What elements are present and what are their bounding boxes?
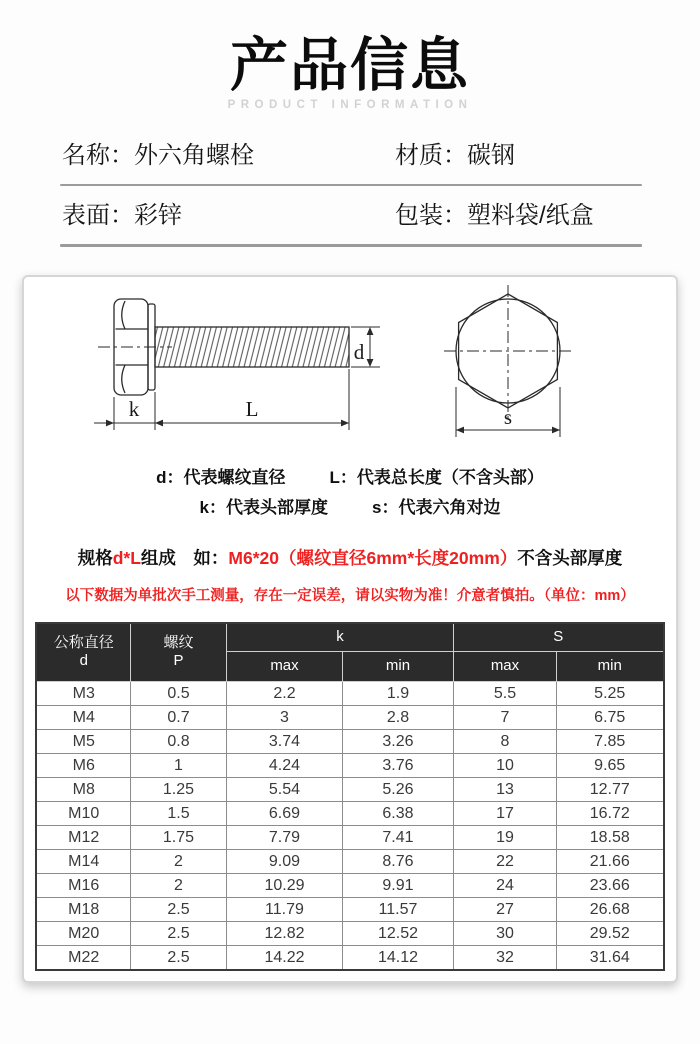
table-cell: 12.82: [226, 921, 342, 945]
spec-text: 组成 如：: [140, 547, 229, 568]
table-cell: 8.76: [342, 849, 453, 873]
table-cell: M10: [36, 801, 130, 825]
legend-item-L: [330, 463, 544, 493]
dim-label-s: s: [503, 404, 513, 429]
legend-item-s: [372, 493, 500, 523]
table-cell: 6.75: [556, 705, 663, 729]
table-cell: 1.9: [342, 681, 453, 705]
table-cell: 27: [453, 897, 556, 921]
table-cell: 31.64: [556, 945, 663, 970]
header-s-min: min: [556, 651, 663, 681]
legend-item-k: [200, 493, 328, 523]
page-title: 产品信息: [229, 33, 470, 98]
table-cell: M16: [36, 873, 130, 897]
table-cell: 0.5: [130, 681, 226, 705]
spec-text: 不含头部厚度: [517, 547, 623, 568]
table-cell: 32: [453, 945, 556, 970]
legend-term: k：: [199, 497, 226, 517]
table-cell: M12: [36, 825, 130, 849]
header-s-max: max: [453, 651, 556, 681]
spec-composition-line: [24, 543, 676, 573]
table-cell: 23.66: [556, 873, 663, 897]
table-cell: M20: [36, 921, 130, 945]
legend-line-2: [24, 493, 676, 523]
table-cell: 22: [453, 849, 556, 873]
table-cell: 1.25: [130, 777, 226, 801]
bolt-threaded-shaft: [155, 327, 349, 367]
table-cell: 8: [453, 729, 556, 753]
table-cell: 26.68: [556, 897, 663, 921]
legend-item-d: [156, 463, 285, 493]
table-cell: 7.85: [556, 729, 663, 753]
table-cell: 9.09: [226, 849, 342, 873]
spec-text-red: M6*20（螺纹直径6mm*长度20mm）: [228, 547, 518, 568]
header-text: P: [173, 652, 184, 670]
table-cell: 24: [453, 873, 556, 897]
spec-text-red: d*L: [112, 547, 141, 568]
hex-head-view: [444, 285, 572, 437]
header-text: 螺纹: [163, 634, 194, 652]
table-cell: M6: [36, 753, 130, 777]
divider: [60, 184, 642, 187]
table-cell: 1.75: [130, 825, 226, 849]
info-material: 材质：碳钢: [395, 141, 515, 169]
table-cell: 7: [453, 705, 556, 729]
table-cell: 19: [453, 825, 556, 849]
table-cell: 3.26: [342, 729, 453, 753]
table-cell: 4.24: [226, 753, 342, 777]
table-cell: 1: [130, 753, 226, 777]
legend-desc: 代表总长度（不含头部）: [356, 467, 544, 487]
table-cell: 6.38: [342, 801, 453, 825]
legend-desc: 代表螺纹直径: [183, 467, 286, 487]
dim-label-k: k: [128, 396, 140, 421]
table-cell: 17: [453, 801, 556, 825]
table-cell: 3: [226, 705, 342, 729]
table-row: [36, 921, 663, 945]
header-thread-pitch: [130, 623, 226, 682]
table-cell: 16.72: [556, 801, 663, 825]
table-cell: M8: [36, 777, 130, 801]
table-row: [36, 681, 663, 705]
table-row: [36, 801, 663, 825]
spec-table-head: [36, 623, 663, 682]
table-cell: 10.29: [226, 873, 342, 897]
bolt-side-view: [94, 299, 380, 430]
legend-term: s：: [372, 497, 399, 517]
table-row: [36, 753, 663, 777]
header-text: 公称直径: [53, 634, 114, 652]
table-row: [36, 729, 663, 753]
info-row: [0, 141, 700, 171]
table-cell: 3.74: [226, 729, 342, 753]
product-info-section: [0, 141, 700, 247]
table-row: [36, 777, 663, 801]
dim-label-d: d: [353, 339, 365, 364]
table-cell: 5.54: [226, 777, 342, 801]
info-row: [0, 201, 700, 231]
table-row: [36, 849, 663, 873]
table-cell: 9.91: [342, 873, 453, 897]
table-cell: 5.5: [453, 681, 556, 705]
table-cell: M14: [36, 849, 130, 873]
table-cell: 12.52: [342, 921, 453, 945]
legend-term: L：: [329, 467, 357, 487]
table-cell: 11.79: [226, 897, 342, 921]
header-s-group: S: [453, 623, 663, 652]
table-row: [36, 897, 663, 921]
spec-text: 规格: [77, 547, 113, 568]
header-k-group: k: [226, 623, 453, 652]
table-cell: 2.5: [130, 945, 226, 970]
table-cell: 2.5: [130, 921, 226, 945]
table-cell: 5.25: [556, 681, 663, 705]
table-row: [36, 873, 663, 897]
table-cell: 2.8: [342, 705, 453, 729]
table-cell: 18.58: [556, 825, 663, 849]
table-cell: 0.7: [130, 705, 226, 729]
info-surface: 表面：彩锌: [62, 202, 182, 230]
table-cell: 5.26: [342, 777, 453, 801]
legend-desc: 代表头部厚度: [226, 497, 328, 517]
legend-line-1: [24, 463, 676, 493]
table-cell: M5: [36, 729, 130, 753]
header-k-max: max: [226, 651, 342, 681]
table-cell: 9.65: [556, 753, 663, 777]
page-subtitle: PRODUCT INFORMATION: [227, 98, 473, 111]
table-cell: 1.5: [130, 801, 226, 825]
table-cell: 12.77: [556, 777, 663, 801]
table-cell: 30: [453, 921, 556, 945]
table-cell: 7.41: [342, 825, 453, 849]
spec-table-body: [36, 681, 663, 970]
table-row: [36, 705, 663, 729]
table-cell: 11.57: [342, 897, 453, 921]
table-cell: M3: [36, 681, 130, 705]
table-cell: 29.52: [556, 921, 663, 945]
table-cell: 14.22: [226, 945, 342, 970]
header-nominal-diameter: [36, 623, 130, 682]
header-text: d: [79, 652, 88, 670]
bolt-technical-drawing: [28, 285, 672, 457]
table-row: [36, 945, 663, 970]
dim-label-L: L: [245, 396, 259, 421]
table-cell: M22: [36, 945, 130, 970]
spec-table: [35, 622, 664, 971]
table-cell: 2.5: [130, 897, 226, 921]
header-k-min: min: [342, 651, 453, 681]
legend-term: d：: [156, 467, 184, 487]
info-name: 名称：外六角螺栓: [62, 141, 254, 169]
table-cell: M4: [36, 705, 130, 729]
table-cell: 6.69: [226, 801, 342, 825]
measurement-note: 以下数据为单批次手工测量，存在一定误差，请以实物为准！介意者慎拍。（单位：mm）: [65, 587, 635, 604]
table-cell: 14.12: [342, 945, 453, 970]
spec-card: [22, 275, 678, 983]
divider: [60, 244, 642, 247]
table-cell: M18: [36, 897, 130, 921]
table-cell: 0.8: [130, 729, 226, 753]
table-cell: 2: [130, 873, 226, 897]
table-cell: 10: [453, 753, 556, 777]
table-row: [36, 825, 663, 849]
info-packaging: 包装：塑料袋/纸盒: [395, 202, 594, 230]
table-cell: 13: [453, 777, 556, 801]
table-cell: 2.2: [226, 681, 342, 705]
table-cell: 7.79: [226, 825, 342, 849]
table-cell: 3.76: [342, 753, 453, 777]
legend-desc: 代表六角对边: [398, 497, 501, 517]
table-cell: 21.66: [556, 849, 663, 873]
table-cell: 2: [130, 849, 226, 873]
